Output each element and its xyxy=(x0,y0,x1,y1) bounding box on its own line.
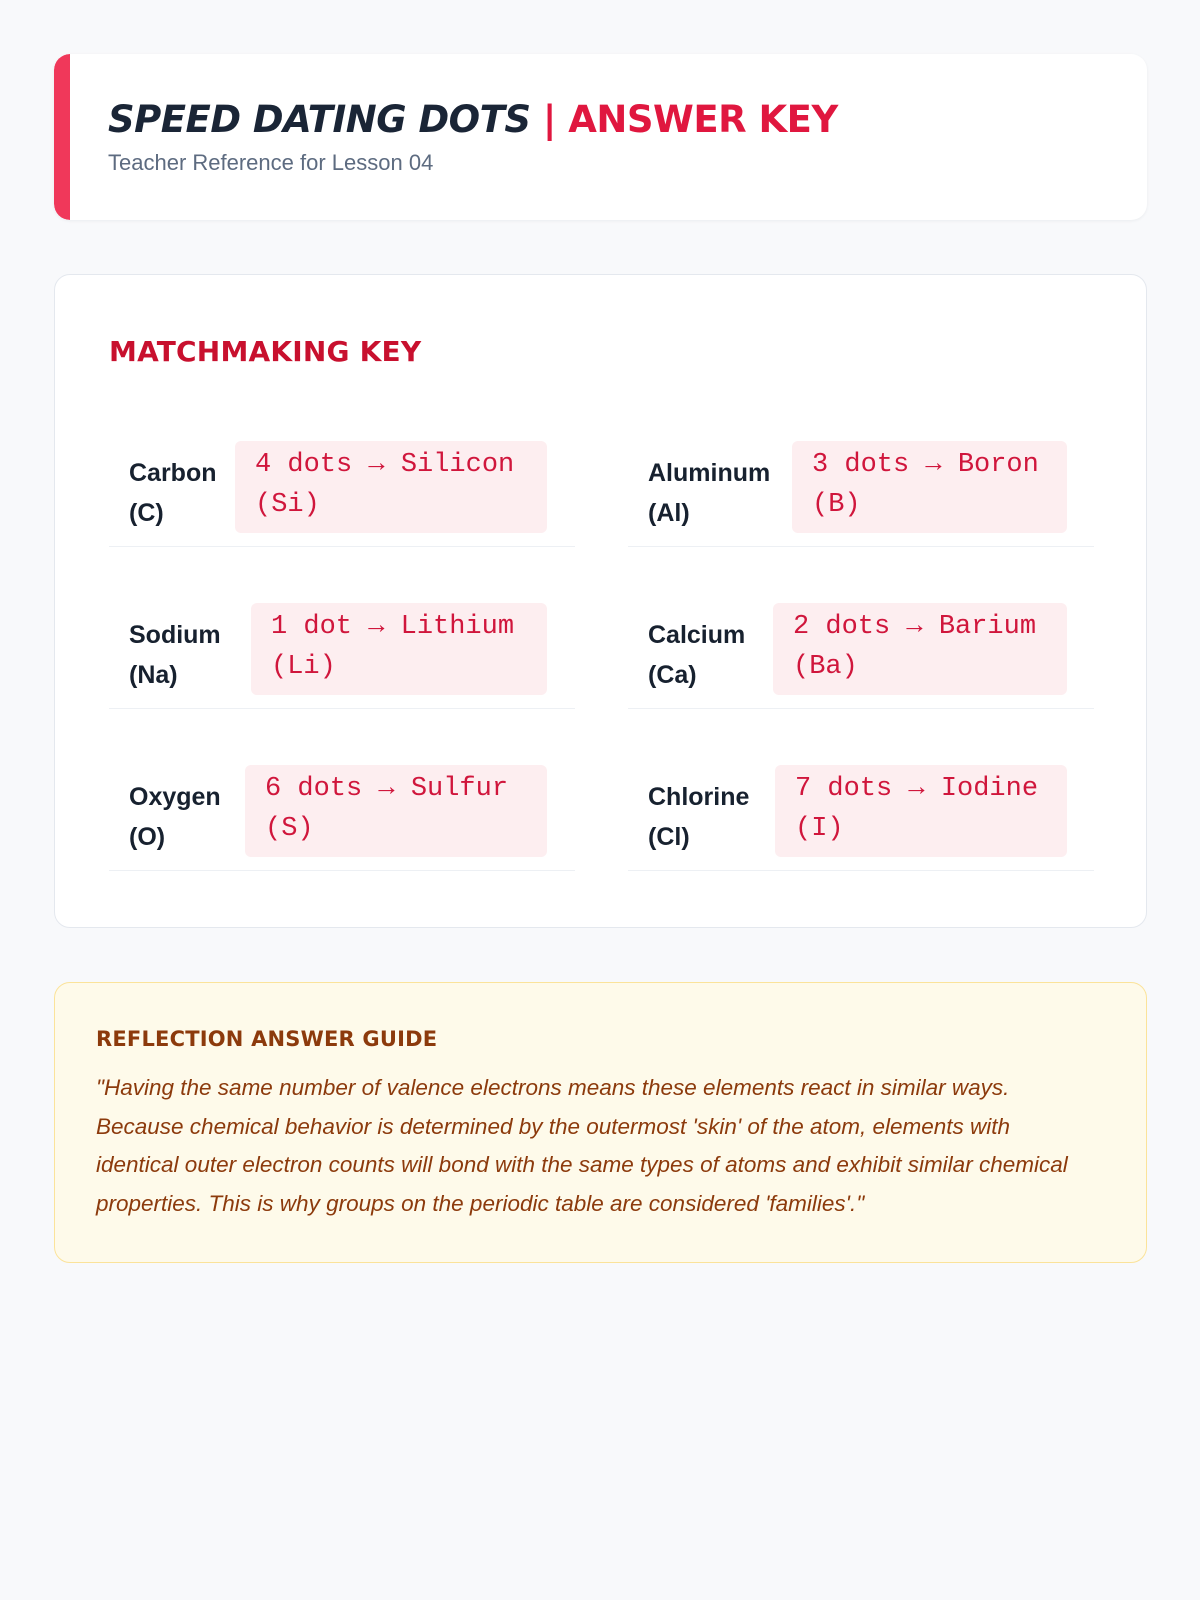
element-name xyxy=(648,777,749,857)
match-answer-text: 2 dots → Barium xyxy=(793,612,1037,642)
element-symbol: (Ca) xyxy=(648,661,697,689)
reflection-guide-title: REFLECTION ANSWER GUIDE xyxy=(96,1027,438,1051)
reflection-guide-card xyxy=(54,982,1147,1263)
match-answer-text: 7 dots → Iodine xyxy=(795,774,1039,804)
element-label: Sodium xyxy=(129,621,221,649)
title-main: SPEED DATING DOTS xyxy=(108,98,531,141)
element-label: Calcium xyxy=(648,621,746,649)
match-answer-symbol: (Ba) xyxy=(793,652,858,682)
match-row-sodium xyxy=(109,585,575,709)
element-name xyxy=(648,453,770,533)
match-answer xyxy=(235,441,547,533)
match-answer-symbol: (B) xyxy=(812,490,861,520)
match-answer xyxy=(773,603,1067,695)
match-answer-symbol: (Si) xyxy=(255,490,320,520)
match-row-carbon xyxy=(109,423,575,547)
match-answer-symbol: (Li) xyxy=(271,652,336,682)
match-row-oxygen xyxy=(109,747,575,871)
match-answer-symbol: (I) xyxy=(795,814,844,844)
element-name xyxy=(129,615,221,695)
element-symbol: (Na) xyxy=(129,661,178,689)
match-answer xyxy=(792,441,1067,533)
element-label: Carbon xyxy=(129,459,217,487)
match-row-calcium xyxy=(628,585,1094,709)
element-label: Oxygen xyxy=(129,783,221,811)
element-name xyxy=(129,453,217,533)
match-answer-text: 3 dots → Boron xyxy=(812,450,1039,480)
title-answer-key: ANSWER KEY xyxy=(568,98,838,141)
element-label: Chlorine xyxy=(648,783,750,811)
match-answer-text: 4 dots → Silicon xyxy=(255,450,515,480)
match-answer xyxy=(245,765,547,857)
matchmaking-key-title: MATCHMAKING KEY xyxy=(109,335,422,368)
title-separator: | xyxy=(542,98,556,141)
match-row-chlorine xyxy=(628,747,1094,871)
page-title xyxy=(108,98,838,141)
header-accent-bar xyxy=(54,54,70,220)
match-row-aluminum xyxy=(628,423,1094,547)
element-label: Aluminum xyxy=(648,459,771,487)
element-symbol: (C) xyxy=(129,499,164,527)
element-symbol: (O) xyxy=(129,823,166,851)
page-subtitle: Teacher Reference for Lesson 04 xyxy=(108,150,434,175)
match-answer-symbol: (S) xyxy=(265,814,314,844)
element-symbol: (Cl) xyxy=(648,823,690,851)
match-answer xyxy=(251,603,547,695)
element-symbol: (Al) xyxy=(648,499,690,527)
element-name xyxy=(648,615,745,695)
header-card xyxy=(54,54,1147,220)
matchmaking-key-card xyxy=(54,274,1147,928)
element-name xyxy=(129,777,221,857)
match-answer-text: 1 dot → Lithium xyxy=(271,612,515,642)
reflection-guide-text: "Having the same number of valence electrons means these elements react in similar ways. Because chemical behavior is determined by the outermost 'skin' of the atom, elements with identical outer electron counts will bond with the same types of atoms and exhibit similar chemical properties. This is why groups on the periodic table are considered 'families'." xyxy=(96,1075,1068,1216)
match-answer xyxy=(775,765,1067,857)
match-answer-text: 6 dots → Sulfur xyxy=(265,774,509,804)
